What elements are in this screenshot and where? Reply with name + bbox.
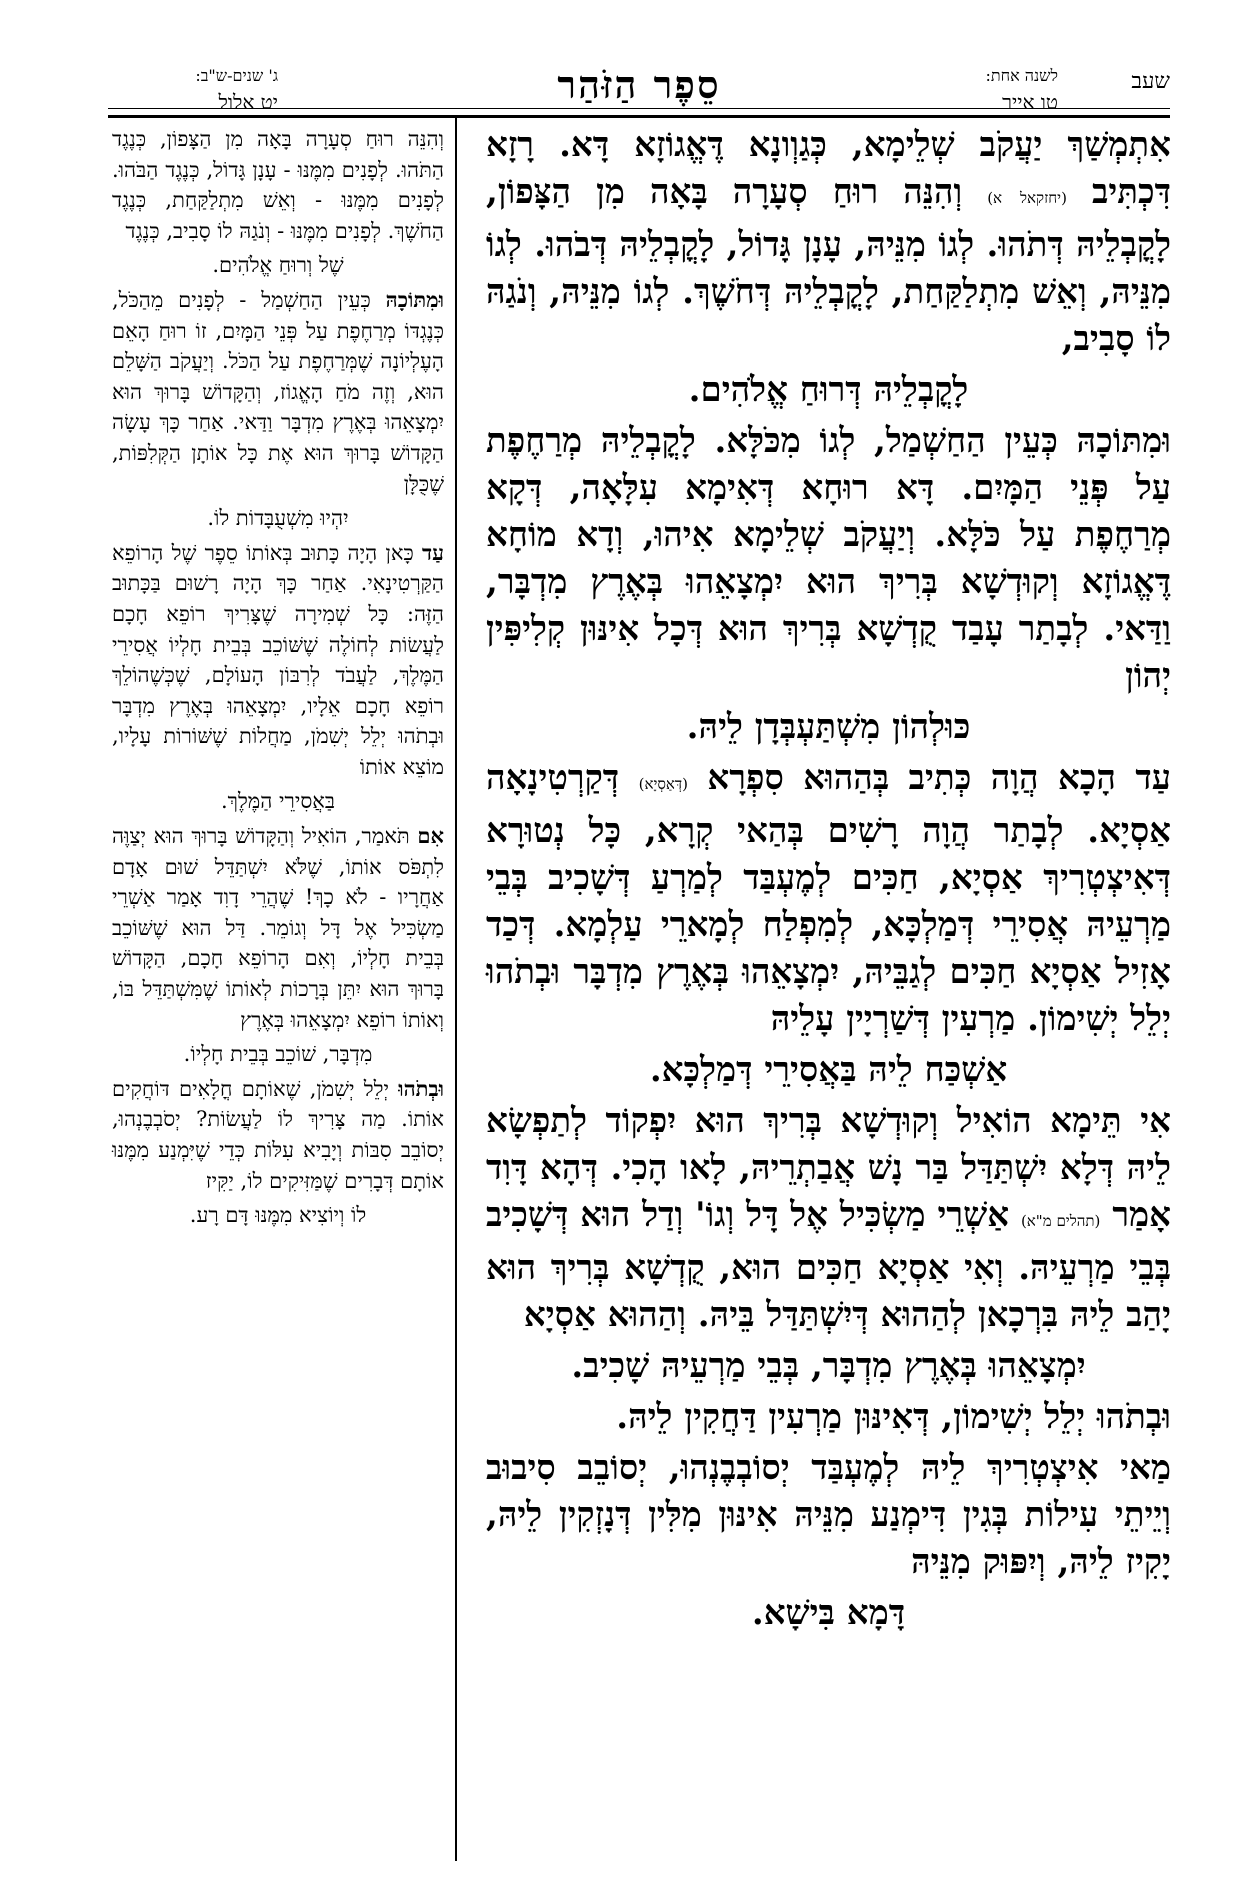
three-year-label: ג' שנים-ש"ב: <box>195 66 278 85</box>
aramaic-centered-line: לָקֳבְלֵיהּ דְּרוּחַ אֱלֹהִים. <box>688 370 969 410</box>
one-year-label: לשנה אחת: <box>985 66 1058 85</box>
hebrew-text: יְלֵל יְשִׁמֹן, שֶׁאוֹתָם חֳלָאִים דּוֹחֲקִים אוֹתוֹ. מַה צָּרִיךְ לוֹ לַעֲשׂוֹת? יְסֹבְבֶנְהוּ, יְסוֹבֵב סִבּוֹת וְיָבִיא עִלּוֹת כְּדֵי שֶׁיִּמְנַע מִמֶּנּוּ אוֹתָם דְּבָרִים שֶׁמַּזִּיקִים לוֹ, יַקִּיז <box>112 1076 444 1193</box>
aramaic-ref: (תהלים מ"א) <box>1020 1212 1101 1230</box>
hebrew-lead: וּמִתּוֹכָהּ <box>385 286 444 312</box>
aramaic-text2: וְהִנֵּה רוּחַ סְעָרָה בָּאָה מִן הַצָּפוֹן, לָקֳבְלֵיהּ דְּתֹהוּ. לְגוֹ מִנֵּיהּ, עָנָן גָּדוֹל, לָקֳבְלֵיהּ דְּבֹהוּ. לְגוֹ מִנֵּיהּ, וְאֵשׁ מִתְלַקַּחַת, לָקֳבְלֵיהּ דְּחֹשֶׁךְ. לְגוֹ מִנֵּיהּ, וְנֹגַהּ לוֹ סָבִיב, <box>486 172 1171 359</box>
aramaic-paragraph <box>486 755 1171 1043</box>
aramaic-paragraph <box>486 1098 1171 1339</box>
hebrew-centered-line: שֶׁל וְרוּחַ אֱלֹהִים. <box>212 253 344 278</box>
aramaic-text2: דְּקַרְטִינָאָה אַסְיָא. לְבָתַר הֲוָה רָשִׁים בְּהַאי קְרָא, כָּל נְטוּרָא דְּאִיצְטְרִיךְ אַסְיָא, חַכִּים לְמֶעְבַּד לְמַרְעַ דְּשָׁכִיב בְּבֵי מַרְעֵיהּ אֲסִירֵי דְּמַלְכָּא, לְמִפְלַח לְמָארֵי עַלְמָא. דְּכַד אָזִיל אַסְיָא חַכִּים לְגַבֵּיהּ, יִמְצָאֵהוּ בְּאֶרֶץ מִדְבָּר וּבְתֹהוּ יְלֵל יְשִׁימוֹן. מַרְעִין דְּשַׁרְיָין עָלֵיהּ <box>486 758 1171 1039</box>
aramaic-text: וּמִתּוֹכָהּ כְּעֵין הַחַשְׁמַל, לְגוֹ מִכֹּלָּא. לָקֳבְלֵיהּ מְרַחֶפֶת עַל פְּנֵי הַמָּיִם. דָּא רוּחָא דְּאִימָא עִלָּאָה, דְּקָא מְרַחֶפֶת עַל כֹּלָּא. וְיַעֲקֹב שְׁלֵימָא אִיהוּ, וְדָא מוֹחָא דֶּאֱגוֹזָא וְקוּדְשָׁא בְּרִיךְ הוּא יִמְצָאֵהוּ בְּאֶרֶץ מִדְבָּר, וַדַּאי. לְבָתַר עָבַד קֻדְשָׁא בְּרִיךְ הוּא דְּכָל אִינּוּן קְלִיפִּין יְהוֹן <box>486 421 1171 696</box>
aramaic-centered-line: דָּמָא בִּישָׁא. <box>751 1593 906 1633</box>
hebrew-text: כְּעֵין הַחַשְׁמַל - לְפָנִים מֵהַכֹּל, כְּנֶגְדּוֹ מְרַחֶפֶת עַל פְּנֵי הַמָּיִם, זוֹ רוּחַ הָאֵם הָעֶלְיוֹנָה שֶׁמְּרַחֶפֶת עַל הַכֹּל. וְיַעֲקֹב הַשָּׁלֵם הוּא, וְזֶה מֹחַ הָאֱגוֹז, וְהַקָּדוֹשׁ בָּרוּךְ הוּא יִמְצָאֵהוּ בְּאֶרֶץ מִדְבָּר וַדַּאי. אַחַר כָּךְ עָשָׂה הַקָּדוֹשׁ בָּרוּךְ הוּא אֶת כָּל אוֹתָן הַקְּלִפּוֹת, שֶׁכֻּלָּן <box>112 287 444 496</box>
hebrew-text: וְהִנֵּה רוּחַ סְעָרָה בָּאָה מִן הַצָּפוֹן, כְּנֶגֶד הַתֹּהוּ. לְפָנִים מִמֶּנּוּ - עָנָן גָּדוֹל, כְּנֶגֶד הַבֹּהוּ. לְפָנִים מִמֶּנּוּ - וְאֵשׁ מִתְלַקַּחַת, כְּנֶגֶד הַחֹשֶׁךְ. לְפָנִים מִמֶּנּוּ - וְנֹגַהּ לוֹ סָבִיב, כְּנֶגֶד <box>112 127 444 243</box>
page-number: שעב <box>1131 69 1170 94</box>
hebrew-paragraph <box>112 1074 444 1196</box>
hebrew-translation-column <box>112 124 444 1859</box>
aramaic-ref: (דְּאַסְיָא) <box>638 775 688 793</box>
hebrew-text: תֹּאמַר, הוֹאִיל וְהַקָּדוֹשׁ בָּרוּךְ הוּא יְצַוֶּה לִתְפֹּס אוֹתוֹ, שֶׁלֹּא יִשְׁתַּדֵּל שׁוּם אָדָם אַחֲרָיו - לֹא כָךְ! שֶׁהֲרֵי דָוִד אָמַר אַשְׁרֵי מַשְׂכִּיל אֶל דָּל וְגוֹמֵר. דַּל הוּא שֶׁשּׁוֹכֵב בְּבֵית חָלְיוֹ, וְאִם הָרוֹפֵא חָכָם, הַקָּדוֹשׁ בָּרוּךְ הוּא יִתֵּן בְּרָכוֹת לְאוֹתוֹ שֶׁמִּשְׁתַּדֵּל בּוֹ, וְאוֹתוֹ רוֹפֵא יִמְצָאֵהוּ בְּאֶרֶץ <box>112 824 444 1032</box>
aramaic-centered-line: אַשְׁכַּח לֵיהּ בַּאֲסִירֵי דְּמַלְכָּא. <box>649 1050 1008 1090</box>
aramaic-centered-line: כּוּלְהוֹן מִשְׁתַּעְבְּדָן לֵיהּ. <box>686 707 971 747</box>
aramaic-paragraph <box>486 122 1171 363</box>
aramaic-text: אִי תֵּימָא הוֹאִיל וְקוּדְשָׁא בְּרִיךְ הוּא יִפְקוֹד לְתַפְשָׂא לֵיהּ דְּלָא יִשְׁתַּדַּל בַּר נָשׁ אֲבַתְרֵיהּ, לָאו הָכִי. דְּהָא דָּוִד אָמַר <box>486 1101 1171 1235</box>
hebrew-centered-line: בַּאֲסִירֵי הַמֶּלֶךְ. <box>220 789 335 814</box>
book-title: סֵפֶר הַזֹּהַר <box>557 62 721 107</box>
hebrew-lead: וּבְתֹהוּ <box>398 1075 444 1101</box>
hebrew-centered-line: מִדְבָּר, שׁוֹכֵב בְּבֵית חָלְיוֹ. <box>183 1042 373 1067</box>
aramaic-text-column <box>486 122 1171 1857</box>
three-year-date: יט אלול <box>218 90 278 114</box>
aramaic-paragraph <box>486 1445 1171 1586</box>
aramaic-ref: (יחזקאל א) <box>987 189 1067 207</box>
aramaic-text: עַד הָכָא הֲוָה כְּתִיב בְּהַהוּא סִפְרָא <box>707 758 1172 798</box>
hebrew-centered-line: יִהְיוּ מִשְׁעֻבָּדוֹת לוֹ. <box>207 506 349 531</box>
aramaic-text: מַאי אִיצְטְרִיךְ לֵיהּ לְמֶעְבַּד יְסוֹבְבֶנְהוּ, יְסוֹבֵב סִיבוּב וְיֵיתֵי עִילוֹת בְּגִין דִּימְנַע מִנֵּיהּ אִינּוּן מִלִּין דְּנָזְקִין לֵיהּ, יָקִיז לֵיהּ, וְיִפּוּק מִנֵּיהּ <box>486 1448 1171 1582</box>
hebrew-paragraph <box>112 124 444 246</box>
hebrew-paragraph <box>112 538 444 783</box>
hebrew-lead: עַד <box>422 539 444 565</box>
hebrew-text: כָּאן הָיָה כָּתוּב בְּאוֹתוֹ סֵפֶר שֶׁל הָרוֹפֵא הַקַּרְטִינָאִי. אַחַר כָּךְ הָיָה רָשׁוּם בַּכָּתוּב הַזֶּה: כָּל שְׁמִירָה שֶׁצָּרִיךְ רוֹפֵא חָכָם לַעֲשׂוֹת לְחוֹלֶה שֶׁשּׁוֹכֵב בְּבֵית חָלְיוֹ אֲסִירֵי הַמֶּלֶךְ, לַעֲבֹד לְרִבּוֹן הָעוֹלָם, שֶׁכְּשֶׁהוֹלֵךְ רוֹפֵא חָכָם אֵלָיו, יִמְצָאֵהוּ בְּאֶרֶץ מִדְבָּר וּבְתֹהוּ יְלֵל יְשִׁמֹן, מַחֲלוֹת שֶׁשּׁוֹרוֹת עָלָיו, מוֹצֵא אוֹתוֹ <box>112 540 444 779</box>
aramaic-paragraph <box>486 1394 1171 1441</box>
aramaic-text: וּבְתֹהוּ יְלֵל יְשִׁימוֹן, דְּאִינּוּן מַרְעִין דַּחֲקִין לֵיהּ. <box>616 1397 1171 1437</box>
hebrew-lead: אִם <box>417 823 444 849</box>
aramaic-text: אִתְמְשַׁךְ יַעֲקֹב שְׁלֵימָא, כְּגַוְונָא דֶּאֱגוֹזָא דָּא. רָזָא דִּכְתִּיב <box>486 125 1172 212</box>
header-rule-thick <box>108 115 1170 118</box>
one-year-date: טו אייר <box>1002 90 1058 114</box>
hebrew-centered-line: לוֹ וְיוֹצִיא מִמֶּנּוּ דָּם רָע. <box>189 1203 367 1228</box>
aramaic-paragraph <box>486 418 1171 700</box>
aramaic-centered-line: יִמְצָאֵהוּ בְּאֶרֶץ מִדְבָּר, בְּבֵי מַרְעֵיהּ שָׁכִיב. <box>571 1346 1086 1386</box>
hebrew-paragraph <box>112 285 444 499</box>
column-divider <box>455 116 457 1861</box>
aramaic-text2: אַשְׁרֵי מַשְׂכִּיל אֶל דָּל וְגוֹ' וְדַל הוּא דְּשָׁכִיב בְּבֵי מַרְעֵיהּ. וְאִי אַסְיָא חַכִּים הוּא, קֻדְשָׁא בְּרִיךְ הוּא יָהַב לֵיהּ בִּרְכָאן לְהַהוּא דְּיִשְׁתַּדַּל בֵּיהּ. וְהַהוּא אַסְיָא <box>486 1195 1171 1335</box>
header-rule-thin <box>108 108 1170 109</box>
hebrew-paragraph <box>112 821 444 1035</box>
